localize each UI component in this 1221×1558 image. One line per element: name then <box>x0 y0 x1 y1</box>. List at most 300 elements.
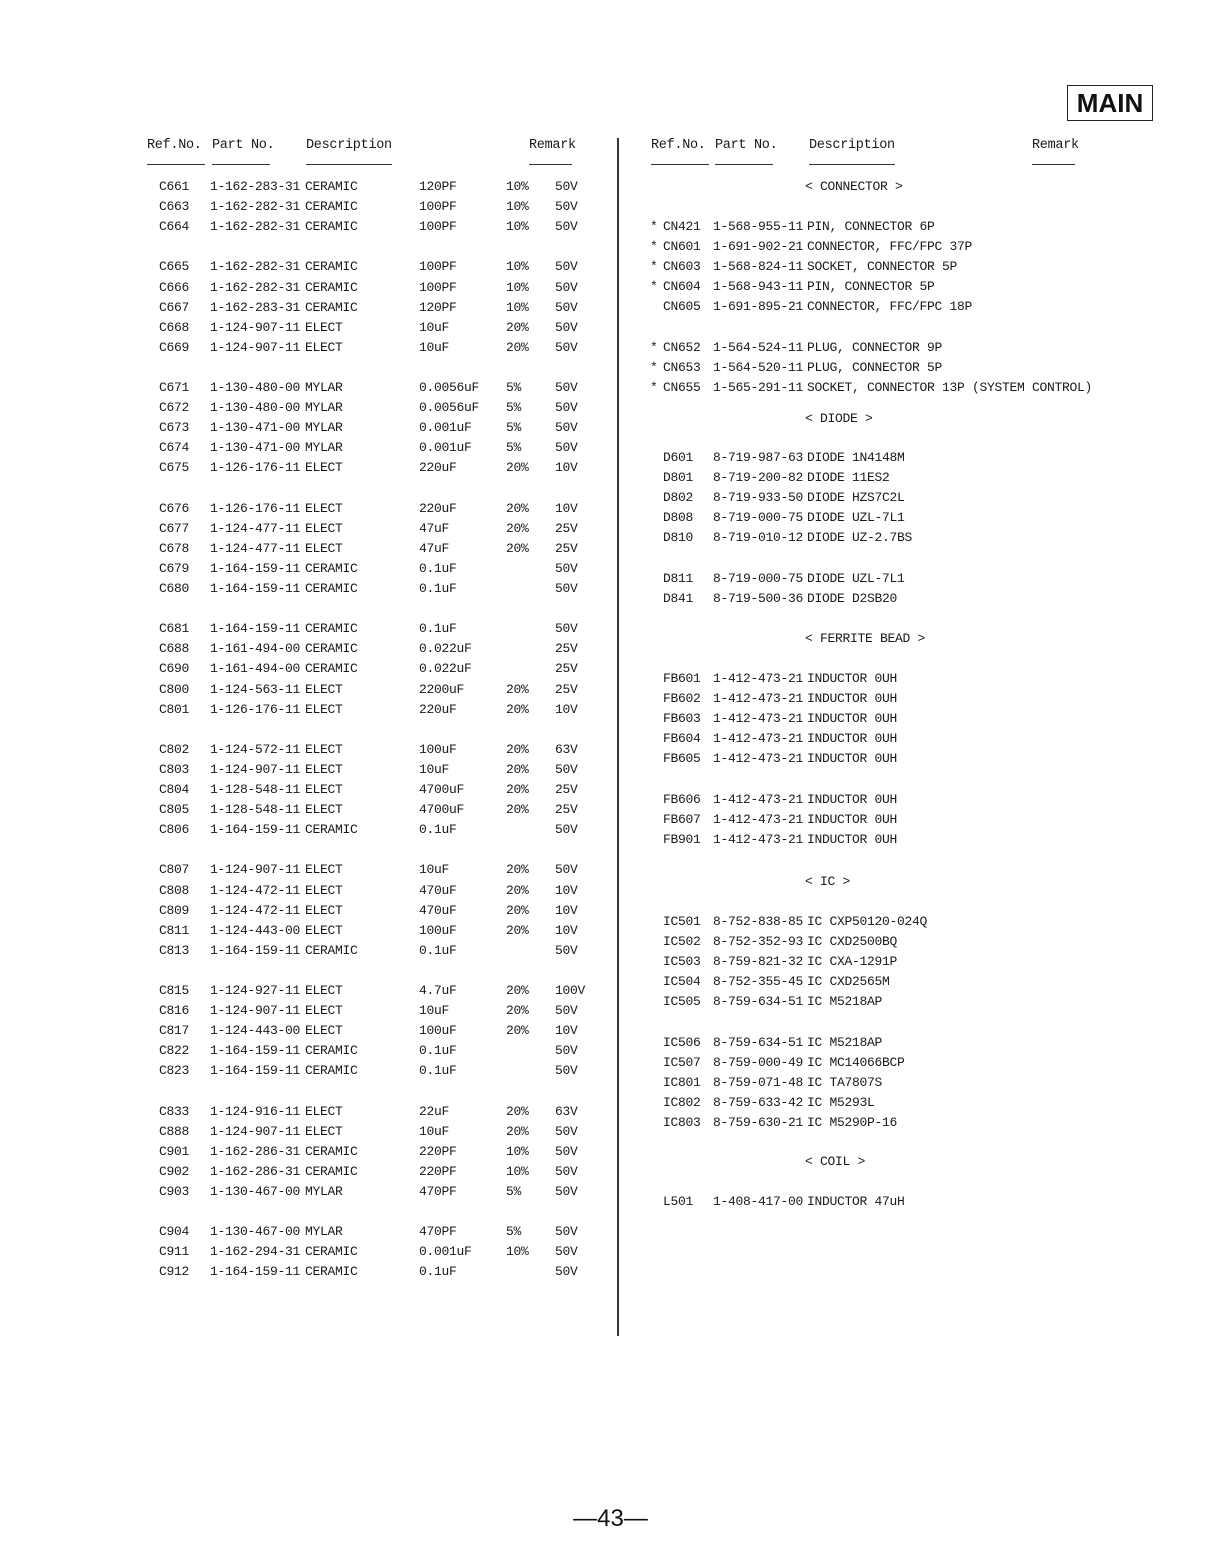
value: 0.1uF <box>419 560 457 576</box>
description: CERAMIC <box>305 560 358 576</box>
part-no: 8-759-000-49 <box>713 1054 804 1070</box>
ref-no: D801 <box>663 470 694 486</box>
ref-no: C681 <box>159 621 190 637</box>
ref-no: C808 <box>159 882 190 898</box>
value: 220PF <box>419 1163 457 1179</box>
description: IC CXP50120-024Q <box>807 914 928 929</box>
value: 47uF <box>419 520 450 536</box>
description: CERAMIC <box>305 1043 358 1059</box>
description: MYLAR <box>305 1224 343 1240</box>
voltage: 50V <box>555 1264 578 1280</box>
ref-no: C671 <box>159 380 190 395</box>
description: IC M5293L <box>807 1094 875 1110</box>
ref-no: C669 <box>159 339 190 355</box>
tolerance: 5% <box>506 440 522 456</box>
ref-no: CN421 <box>663 219 701 234</box>
part-no: 1-164-159-11 <box>210 942 301 958</box>
table-row <box>0 217 1221 237</box>
value: 0.001uF <box>419 1244 472 1260</box>
part-no: 1-124-443-00 <box>210 922 301 938</box>
part-no: 1-412-473-21 <box>713 831 804 847</box>
value: 0.1uF <box>419 822 457 838</box>
ref-no: D811 <box>663 570 694 586</box>
voltage: 50V <box>555 1063 578 1079</box>
ref-no: C661 <box>159 179 190 194</box>
description: ELECT <box>305 319 343 335</box>
value: 4700uF <box>419 782 465 797</box>
table-row <box>0 1093 1221 1113</box>
value: 0.0056uF <box>419 400 480 416</box>
ref-no: C807 <box>159 862 190 878</box>
part-no: 8-719-000-75 <box>713 510 804 526</box>
tolerance: 10% <box>506 1244 529 1260</box>
table-row <box>0 992 1221 1012</box>
description: ELECT <box>305 1123 343 1139</box>
ref-no: C664 <box>159 219 190 235</box>
description: ELECT <box>305 862 343 878</box>
tolerance: 10% <box>506 219 529 235</box>
description: IC M5290P-16 <box>807 1115 898 1130</box>
ref-no: C805 <box>159 802 190 818</box>
part-no: 8-719-500-36 <box>713 590 804 606</box>
value: 4700uF <box>419 802 465 818</box>
ref-no: IC504 <box>663 974 701 990</box>
part-no: 8-752-838-85 <box>713 914 804 929</box>
voltage: 50V <box>555 621 578 637</box>
part-no: 1-164-159-11 <box>210 1043 301 1059</box>
category-title <box>0 629 1221 649</box>
table-row <box>0 1053 1221 1073</box>
voltage: 50V <box>555 299 578 315</box>
description: CONNECTOR, FFC/FPC 37P <box>807 239 973 255</box>
value: 0.0056uF <box>419 380 480 395</box>
tolerance: 20% <box>506 862 529 878</box>
left-header-underline-part <box>212 164 270 165</box>
ref-no: IC803 <box>663 1115 701 1130</box>
description: MYLAR <box>305 1184 343 1199</box>
description: ELECT <box>305 882 343 898</box>
voltage: 25V <box>555 540 578 556</box>
voltage: 50V <box>555 179 578 194</box>
value: 10uF <box>419 1003 450 1019</box>
value: 100uF <box>419 1023 457 1039</box>
part-no: 1-164-159-11 <box>210 581 301 596</box>
description: CONNECTOR, FFC/FPC 18P <box>807 299 973 315</box>
value: 100PF <box>419 219 457 235</box>
ref-no: C888 <box>159 1123 190 1139</box>
part-no: 1-164-159-11 <box>210 621 301 637</box>
part-no: 1-162-286-31 <box>210 1163 301 1179</box>
part-no: 8-759-634-51 <box>713 994 804 1010</box>
ref-no: C674 <box>159 440 190 456</box>
part-no: 1-130-480-00 <box>210 380 301 395</box>
voltage: 50V <box>555 560 578 576</box>
tolerance: 20% <box>506 701 529 717</box>
value: 0.022uF <box>419 641 472 657</box>
table-row <box>0 830 1221 850</box>
value: 10uF <box>419 319 450 335</box>
tolerance: 20% <box>506 520 529 536</box>
tolerance: 5% <box>506 380 522 395</box>
description: DIODE UZ-2.7BS <box>807 530 913 546</box>
description: MYLAR <box>305 440 343 456</box>
part-no: 1-691-895-21 <box>713 299 804 315</box>
tolerance: 20% <box>506 741 529 757</box>
description: ELECT <box>305 1003 343 1019</box>
voltage: 50V <box>555 862 578 878</box>
tolerance: 20% <box>506 882 529 898</box>
part-no: 1-564-520-11 <box>713 359 804 375</box>
description: PLUG, CONNECTOR 5P <box>807 359 943 375</box>
safety-mark: * <box>650 259 658 275</box>
value: 0.1uF <box>419 581 457 596</box>
right-header-part: Part No. <box>715 138 778 153</box>
left-header-underline-remark <box>529 164 572 165</box>
tolerance: 20% <box>506 782 529 797</box>
description: ELECT <box>305 983 343 998</box>
ref-no: C817 <box>159 1023 190 1039</box>
part-no: 1-124-927-11 <box>210 983 301 998</box>
description: INDUCTOR 0UH <box>807 671 898 686</box>
part-no: 1-162-283-31 <box>210 179 301 194</box>
part-no: 1-124-443-00 <box>210 1023 301 1039</box>
description: CERAMIC <box>305 1244 358 1260</box>
ref-no: C673 <box>159 420 190 436</box>
table-row <box>0 378 1221 398</box>
left-header-underline-ref <box>147 164 205 165</box>
ref-no: C672 <box>159 400 190 416</box>
right-header-underline-desc <box>809 164 895 165</box>
table-row <box>0 297 1221 317</box>
table-row <box>0 338 1221 358</box>
ref-no: C675 <box>159 460 190 476</box>
ref-no: C912 <box>159 1264 190 1280</box>
safety-mark: * <box>650 239 658 255</box>
part-no: 1-412-473-21 <box>713 711 804 727</box>
value: 10uF <box>419 761 450 777</box>
ref-no: C822 <box>159 1043 190 1059</box>
part-no: 1-161-494-00 <box>210 641 301 657</box>
description: ELECT <box>305 701 343 717</box>
voltage: 50V <box>555 942 578 958</box>
ref-no: IC502 <box>663 934 701 950</box>
description: ELECT <box>305 500 343 516</box>
safety-mark: * <box>650 279 658 295</box>
description: INDUCTOR 0UH <box>807 691 898 707</box>
ref-no: D601 <box>663 450 694 465</box>
description: DIODE 11ES2 <box>807 470 890 486</box>
description: CERAMIC <box>305 621 358 637</box>
ref-no: IC507 <box>663 1054 701 1070</box>
left-header-part: Part No. <box>212 138 275 153</box>
description: IC CXA-1291P <box>807 954 898 970</box>
part-no: 1-691-902-21 <box>713 239 804 255</box>
ref-no: C833 <box>159 1103 190 1119</box>
voltage: 50V <box>555 822 578 838</box>
part-no: 1-164-159-11 <box>210 560 301 576</box>
voltage: 10V <box>555 500 578 516</box>
ref-no: FB607 <box>663 811 701 827</box>
ref-no: C809 <box>159 902 190 918</box>
description: INDUCTOR 47uH <box>807 1194 905 1209</box>
part-no: 1-161-494-00 <box>210 661 301 677</box>
part-no: 1-412-473-21 <box>713 811 804 827</box>
value: 47uF <box>419 540 450 556</box>
category-title-text: < CONNECTOR > <box>805 179 903 194</box>
ref-no: CN655 <box>663 379 701 395</box>
tolerance: 10% <box>506 179 529 194</box>
ref-no: C679 <box>159 560 190 576</box>
value: 0.1uF <box>419 621 457 637</box>
voltage: 10V <box>555 882 578 898</box>
voltage: 50V <box>555 219 578 235</box>
ref-no: FB601 <box>663 671 701 686</box>
part-no: 1-126-176-11 <box>210 701 301 717</box>
part-no: 1-124-907-11 <box>210 1123 301 1139</box>
value: 100PF <box>419 199 457 215</box>
page-number: —43— <box>573 1505 648 1532</box>
part-no: 1-162-282-31 <box>210 199 301 215</box>
description: ELECT <box>305 761 343 777</box>
part-no: 1-412-473-21 <box>713 731 804 747</box>
safety-mark: * <box>650 219 658 234</box>
description: IC MC14066BCP <box>807 1054 905 1070</box>
part-no: 1-124-477-11 <box>210 540 301 556</box>
ref-no: C811 <box>159 922 190 938</box>
tolerance: 20% <box>506 1023 529 1039</box>
part-no: 8-719-000-75 <box>713 570 804 586</box>
description: ELECT <box>305 782 343 797</box>
tolerance: 20% <box>506 1123 529 1139</box>
ref-no: C816 <box>159 1003 190 1019</box>
part-no: 1-130-467-00 <box>210 1224 301 1240</box>
voltage: 50V <box>555 1163 578 1179</box>
table-row <box>0 1113 1221 1133</box>
value: 120PF <box>419 299 457 315</box>
value: 470uF <box>419 902 457 918</box>
voltage: 50V <box>555 1043 578 1059</box>
voltage: 50V <box>555 1123 578 1139</box>
part-no: 8-759-634-51 <box>713 1034 804 1050</box>
ref-no: C806 <box>159 822 190 838</box>
ref-no: C904 <box>159 1224 190 1240</box>
voltage: 50V <box>555 400 578 416</box>
description: CERAMIC <box>305 661 358 677</box>
tolerance: 20% <box>506 339 529 355</box>
ref-no: C823 <box>159 1063 190 1079</box>
description: INDUCTOR 0UH <box>807 811 898 827</box>
voltage: 50V <box>555 319 578 335</box>
value: 10uF <box>419 862 450 878</box>
ref-no: FB606 <box>663 791 701 807</box>
table-row <box>0 569 1221 589</box>
value: 220uF <box>419 500 457 516</box>
voltage: 25V <box>555 661 578 677</box>
voltage: 50V <box>555 339 578 355</box>
ref-no: C676 <box>159 500 190 516</box>
ref-no: IC506 <box>663 1034 701 1050</box>
tolerance: 20% <box>506 902 529 918</box>
table-row <box>0 1073 1221 1093</box>
description: PIN, CONNECTOR 5P <box>807 279 935 295</box>
table-row <box>0 1222 617 1242</box>
voltage: 63V <box>555 1103 578 1119</box>
tolerance: 10% <box>506 1163 529 1179</box>
description: CERAMIC <box>305 1143 358 1159</box>
description: CERAMIC <box>305 1163 358 1179</box>
part-no: 1-408-417-00 <box>713 1194 804 1209</box>
ref-no: D841 <box>663 590 694 606</box>
description: IC M5218AP <box>807 994 883 1010</box>
description: CERAMIC <box>305 299 358 315</box>
ref-no: IC802 <box>663 1094 701 1110</box>
voltage: 10V <box>555 1023 578 1039</box>
description: CERAMIC <box>305 1063 358 1079</box>
part-no: 1-164-159-11 <box>210 1264 301 1280</box>
left-header-desc: Description <box>306 138 392 153</box>
description: CERAMIC <box>305 581 358 596</box>
table-row <box>0 709 1221 729</box>
tolerance: 10% <box>506 299 529 315</box>
description: CERAMIC <box>305 1264 358 1280</box>
table-row <box>0 952 1221 972</box>
voltage: 50V <box>555 440 578 456</box>
value: 120PF <box>419 179 457 194</box>
table-row <box>0 237 1221 257</box>
table-row <box>0 589 1221 609</box>
value: 470PF <box>419 1184 457 1199</box>
part-no: 1-124-907-11 <box>210 761 301 777</box>
category-title-text: < COIL > <box>805 1154 866 1169</box>
description: DIODE UZL-7L1 <box>807 510 905 526</box>
part-no: 1-126-176-11 <box>210 460 301 476</box>
ref-no: D808 <box>663 510 694 526</box>
value: 220uF <box>419 701 457 717</box>
description: CERAMIC <box>305 199 358 215</box>
ref-no: C813 <box>159 942 190 958</box>
ref-no: FB901 <box>663 831 701 847</box>
part-no: 1-128-548-11 <box>210 782 301 797</box>
ref-no: FB605 <box>663 751 701 767</box>
value: 470PF <box>419 1224 457 1240</box>
ref-no: C677 <box>159 520 190 536</box>
table-row <box>0 528 1221 548</box>
table-row <box>0 689 1221 709</box>
tolerance: 5% <box>506 420 522 436</box>
left-header-ref: Ref.No. <box>147 138 202 153</box>
right-header-remark: Remark <box>1032 138 1079 153</box>
voltage: 10V <box>555 922 578 938</box>
description: ELECT <box>305 922 343 938</box>
part-no: 8-759-821-32 <box>713 954 804 970</box>
tolerance: 20% <box>506 681 529 697</box>
ref-no: IC503 <box>663 954 701 970</box>
part-no: 1-124-907-11 <box>210 1003 301 1019</box>
description: DIODE D2SB20 <box>807 590 898 606</box>
description: ELECT <box>305 460 343 476</box>
part-no: 1-162-282-31 <box>210 279 301 295</box>
ref-no: CN653 <box>663 359 701 375</box>
voltage: 50V <box>555 1244 578 1260</box>
ref-no: IC801 <box>663 1074 701 1090</box>
tolerance: 20% <box>506 983 529 998</box>
table-row <box>0 972 1221 992</box>
category-title-text: < IC > <box>805 874 851 889</box>
table-row <box>0 508 1221 528</box>
category-title <box>0 177 1221 197</box>
voltage: 25V <box>555 641 578 657</box>
tolerance: 20% <box>506 460 529 476</box>
description: ELECT <box>305 802 343 818</box>
ref-no: FB602 <box>663 691 701 707</box>
value: 220uF <box>419 460 457 476</box>
part-no: 8-719-933-50 <box>713 490 804 506</box>
part-no: 1-162-286-31 <box>210 1143 301 1159</box>
part-no: 1-564-524-11 <box>713 339 804 355</box>
tolerance: 5% <box>506 400 522 416</box>
part-no: 1-130-471-00 <box>210 440 301 456</box>
description: ELECT <box>305 1103 343 1119</box>
ref-no: CN604 <box>663 279 701 295</box>
ref-no: C800 <box>159 681 190 697</box>
part-no: 1-162-282-31 <box>210 219 301 235</box>
category-title <box>0 409 1221 429</box>
right-header-ref: Ref.No. <box>651 138 706 153</box>
part-no: 1-412-473-21 <box>713 691 804 707</box>
description: MYLAR <box>305 400 343 416</box>
value: 0.022uF <box>419 661 472 677</box>
description: CERAMIC <box>305 179 358 194</box>
description: ELECT <box>305 741 343 757</box>
ref-no: FB603 <box>663 711 701 727</box>
voltage: 50V <box>555 1224 578 1240</box>
tolerance: 20% <box>506 319 529 335</box>
description: CERAMIC <box>305 942 358 958</box>
voltage: 50V <box>555 420 578 436</box>
voltage: 50V <box>555 380 578 395</box>
voltage: 50V <box>555 1003 578 1019</box>
description: ELECT <box>305 520 343 536</box>
part-no: 1-412-473-21 <box>713 671 804 686</box>
part-no: 1-124-472-11 <box>210 882 301 898</box>
value: 4.7uF <box>419 983 457 998</box>
description: SOCKET, CONNECTOR 5P <box>807 259 958 275</box>
voltage: 50V <box>555 199 578 215</box>
ref-no: C815 <box>159 983 190 998</box>
voltage: 25V <box>555 802 578 818</box>
part-no: 8-752-355-45 <box>713 974 804 990</box>
description: CERAMIC <box>305 259 358 275</box>
value: 100PF <box>419 259 457 275</box>
ref-no: C688 <box>159 641 190 657</box>
description: INDUCTOR 0UH <box>807 751 898 767</box>
ref-no: D810 <box>663 530 694 546</box>
ref-no: C902 <box>159 1163 190 1179</box>
voltage: 50V <box>555 1143 578 1159</box>
table-row <box>0 810 1221 830</box>
ref-no: C665 <box>159 259 190 275</box>
tolerance: 5% <box>506 1184 522 1199</box>
part-no: 8-759-630-21 <box>713 1115 804 1130</box>
ref-no: D802 <box>663 490 694 506</box>
ref-no: C802 <box>159 741 190 757</box>
part-no: 1-130-480-00 <box>210 400 301 416</box>
description: IC M5218AP <box>807 1034 883 1050</box>
ref-no: C690 <box>159 661 190 677</box>
ref-no: C911 <box>159 1244 190 1260</box>
ref-no: CN603 <box>663 259 701 275</box>
ref-no: C804 <box>159 782 190 797</box>
